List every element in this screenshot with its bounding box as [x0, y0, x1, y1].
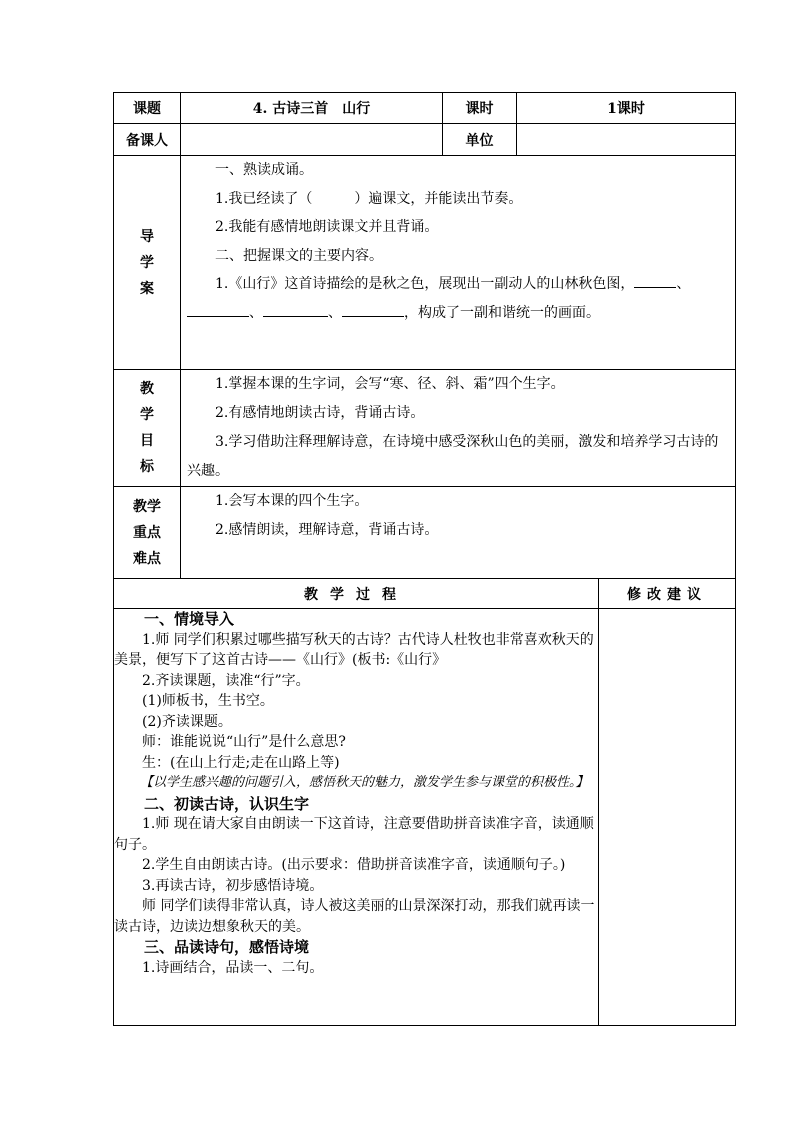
goals-label-char: 教	[140, 381, 154, 397]
goals-label-char: 目	[140, 433, 154, 449]
process-paragraph: 1.师 现在请大家自由朗读一下这首诗，注意要借助拼音读准字音，读通顺句子。	[114, 816, 594, 853]
process-paragraph: (2)齐读课题。	[142, 713, 232, 730]
section-heading: 一、情境导入	[144, 610, 235, 628]
guide-content	[181, 156, 736, 370]
separator: 、	[328, 304, 342, 321]
unit-label: 单位	[443, 124, 517, 156]
process-header-row	[114, 579, 736, 609]
suggestion-header: 修改建议	[599, 579, 736, 609]
goals-label	[114, 370, 181, 487]
goal-line: 1.掌握本课的生字词，会写“寒、径、斜、霜”四个生字。	[215, 376, 565, 392]
key-point-line: 2.感情朗读，理解诗意，背诵古诗。	[215, 522, 439, 538]
preparer-value	[181, 124, 443, 156]
guide-line: 2.我能有感情地朗读课文并且背诵。	[215, 219, 439, 235]
key-points-label-line: 难点	[133, 550, 161, 567]
preparer-row	[114, 124, 736, 156]
key-point-line: 1.会写本课的四个生字。	[215, 493, 369, 509]
separator: 、	[676, 276, 691, 292]
process-paragraph: 2.齐读课题，读准“行”字。	[142, 672, 310, 689]
process-paragraph: 1.师 同学们积累过哪些描写秋天的古诗？古代诗人杜牧也非常喜欢秋天的美景，便写下了这首古诗——《山行》(板书:《山行》	[114, 631, 594, 668]
process-paragraph: (1)师板书，生书空。	[142, 693, 274, 709]
key-points-row	[114, 487, 736, 579]
goal-line: 2.有感情地朗读古诗，背诵古诗。	[215, 405, 425, 421]
process-paragraph: 3.再读古诗，初步感悟诗境。	[142, 877, 324, 894]
course-title: 4. 古诗三首 山行	[181, 93, 443, 124]
fill-blank	[342, 302, 404, 317]
guide-blanks-line	[181, 299, 735, 328]
goal-line: 3.学习借助注释理解诗意，在诗境中感受深秋山色的美丽，激发和培养学习古诗的兴趣。	[187, 434, 719, 479]
fill-blank	[263, 302, 328, 317]
preparer-label: 备课人	[114, 124, 181, 156]
unit-value	[517, 124, 736, 156]
process-content	[114, 609, 599, 1026]
goals-content	[181, 370, 736, 487]
process-paragraph: 1.诗画结合，品读一、二句。	[142, 959, 324, 976]
suggestion-content	[599, 609, 736, 1026]
guide-label-char: 导	[140, 228, 154, 245]
section-heading: 三、品读诗句，感悟诗境	[144, 938, 310, 956]
key-points-label-line: 重点	[133, 524, 161, 541]
key-points-content	[181, 487, 736, 579]
fill-blank	[187, 302, 249, 317]
period-value: 1课时	[517, 93, 736, 124]
guide-summary-text: 1.《山行》这首诗描绘的是秋之色，展现出一副动人的山林秋色图，	[215, 276, 635, 292]
process-paragraph: 2.学生自由朗读古诗。(出示要求：借助拼音读准字音，读通顺句子。)	[142, 857, 566, 873]
separator: 、	[249, 304, 263, 321]
guide-label	[114, 156, 181, 370]
guide-label-char: 学	[140, 254, 154, 271]
guide-line: 一、熟读成诵。	[215, 162, 313, 178]
process-paragraph: 师 同学们读得非常认真，诗人被这美丽的山景深深打动，那我们就再读一读古诗，边读边想象秋天的美。	[114, 898, 595, 935]
course-row	[114, 93, 736, 124]
process-row	[114, 609, 736, 1026]
lesson-plan-table	[113, 92, 736, 1026]
goals-label-char: 标	[140, 459, 154, 475]
course-label: 课题	[114, 93, 181, 124]
key-points-label	[114, 487, 181, 579]
guide-label-char: 案	[140, 280, 154, 297]
guide-line: 二、把握课文的主要内容。	[215, 247, 383, 264]
period-label: 课时	[443, 93, 517, 124]
guide-row	[114, 156, 736, 370]
process-paragraph: 生：(在山上行走;走在山路上等)	[142, 754, 340, 771]
teaching-note: 【以学生感兴趣的问题引入，感悟秋天的魅力，激发学生参与课堂的积极性。】	[140, 775, 589, 790]
goals-row	[114, 370, 736, 487]
guide-summary-line	[181, 270, 735, 299]
process-paragraph: 师：谁能说说“山行”是什么意思?	[142, 734, 346, 750]
process-header: 教学过程	[114, 579, 599, 609]
goals-label-char: 学	[140, 407, 154, 423]
fill-blank	[634, 273, 676, 288]
guide-line: 1.我已经读了（ ）遍课文，并能读出节奏。	[215, 190, 523, 207]
key-points-label-line: 教学	[133, 498, 161, 515]
section-heading: 二、初读古诗，认识生字	[144, 794, 310, 813]
guide-summary-end: ，构成了一副和谐统一的画面。	[404, 304, 600, 321]
